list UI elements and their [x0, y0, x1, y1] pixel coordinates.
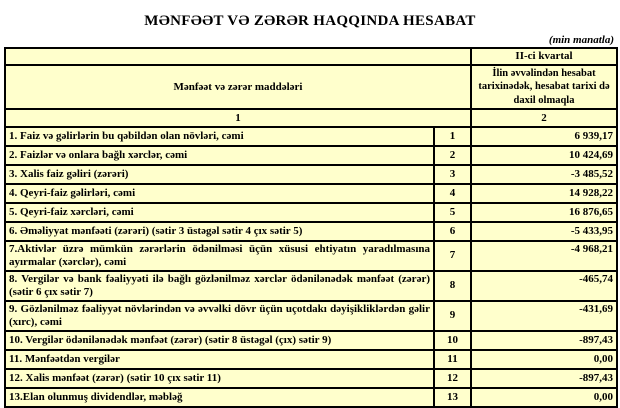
column-header-row — [5, 65, 617, 109]
row-number: 4 — [434, 184, 471, 203]
empty-header-cell — [5, 48, 471, 65]
value-col-index: 2 — [471, 109, 617, 127]
row-value: -4 968,21 — [471, 241, 617, 271]
row-label: 10. Vergilər ödənilənədək mənfəət (zərər) (sətir 8 üstəgəl (çıx) sətir 9) — [5, 331, 434, 350]
row-number: 7 — [434, 241, 471, 271]
row-number: 11 — [434, 350, 471, 369]
row-label: 6. Əməliyyat mənfəəti (zərəri) (sətir 3 üstəgəl sətir 4 çıx sətir 5) — [5, 222, 434, 241]
table-row — [5, 127, 617, 146]
report-title: MƏNFƏƏT VƏ ZƏRƏR HAQQINDA HESABAT — [144, 13, 476, 29]
row-number: 12 — [434, 369, 471, 388]
row-number: 8 — [434, 271, 471, 301]
row-label: 8. Vergilər və bank fəaliyyəti ilə bağlı gözlənilməz xərclər ödənilənədək mənfəət (zərər) (sətir 6 çıx sətir 7) — [5, 271, 434, 301]
row-label: 4. Qeyri-faiz gəlirləri, cəmi — [5, 184, 434, 203]
row-number: 3 — [434, 165, 471, 184]
row-number: 6 — [434, 222, 471, 241]
row-number: 9 — [434, 301, 471, 331]
row-value: -897,43 — [471, 331, 617, 350]
table-row — [5, 369, 617, 388]
period-header-row — [5, 48, 617, 65]
row-number: 1 — [434, 127, 471, 146]
row-value: 10 424,69 — [471, 146, 617, 165]
row-label: 1. Faiz və gəlirlərin bu qəbildən olan növləri, cəmi — [5, 127, 434, 146]
items-col-index: 1 — [5, 109, 471, 127]
row-label: 9. Gözlənilməz fəaliyyət növlərindən və əvvəlki dövr üçün uçotdakı dəyişikliklərdən gəlir (xırc), cəmi — [5, 301, 434, 331]
row-number: 10 — [434, 331, 471, 350]
row-number: 5 — [434, 203, 471, 222]
table-row — [5, 350, 617, 369]
row-label: 5. Qeyri-faiz xərcləri, cəmi — [5, 203, 434, 222]
column-index-row — [5, 109, 617, 127]
row-value: -5 433,95 — [471, 222, 617, 241]
table-row — [5, 271, 617, 301]
row-value: 14 928,22 — [471, 184, 617, 203]
table-row — [5, 222, 617, 241]
row-label: 7.Aktivlər üzrə mümkün zərərlərin ödənilməsi üçün xüsusi ehtiyatın yaradılmasına ayırmalar (xərclər), cəmi — [5, 241, 434, 271]
row-number: 2 — [434, 146, 471, 165]
row-value: 6 939,17 — [471, 127, 617, 146]
row-label: 13.Elan olunmuş dividendlər, məbləğ — [5, 388, 434, 407]
unit-note: (min manatla) — [548, 34, 614, 46]
items-header: Mənfəət və zərər maddələri — [5, 65, 471, 109]
row-label: 3. Xalis faiz gəliri (zərəri) — [5, 165, 434, 184]
row-value: -897,43 — [471, 369, 617, 388]
table-row — [5, 388, 617, 407]
row-value: -465,74 — [471, 271, 617, 301]
table-row — [5, 331, 617, 350]
period-header: II-ci kvartal — [471, 48, 617, 65]
row-label: 11. Mənfəətdən vergilər — [5, 350, 434, 369]
row-value: -3 485,52 — [471, 165, 617, 184]
table-row — [5, 165, 617, 184]
value-header: İlin əvvəlindən hesabat tarixinədək, hesabat tarixi də daxil olmaqla — [471, 65, 617, 109]
row-value: 0,00 — [471, 388, 617, 407]
profit-loss-table — [4, 47, 618, 408]
row-value: 0,00 — [471, 350, 617, 369]
table-row — [5, 184, 617, 203]
row-value: 16 876,65 — [471, 203, 617, 222]
row-label: 2. Faizlər və onlara bağlı xərclər, cəmi — [5, 146, 434, 165]
table-row — [5, 241, 617, 271]
table-row — [5, 146, 617, 165]
table-row — [5, 203, 617, 222]
table-row — [5, 301, 617, 331]
row-number: 13 — [434, 388, 471, 407]
row-label: 12. Xalis mənfəət (zərər) (sətir 10 çıx sətir 11) — [5, 369, 434, 388]
row-value: -431,69 — [471, 301, 617, 331]
